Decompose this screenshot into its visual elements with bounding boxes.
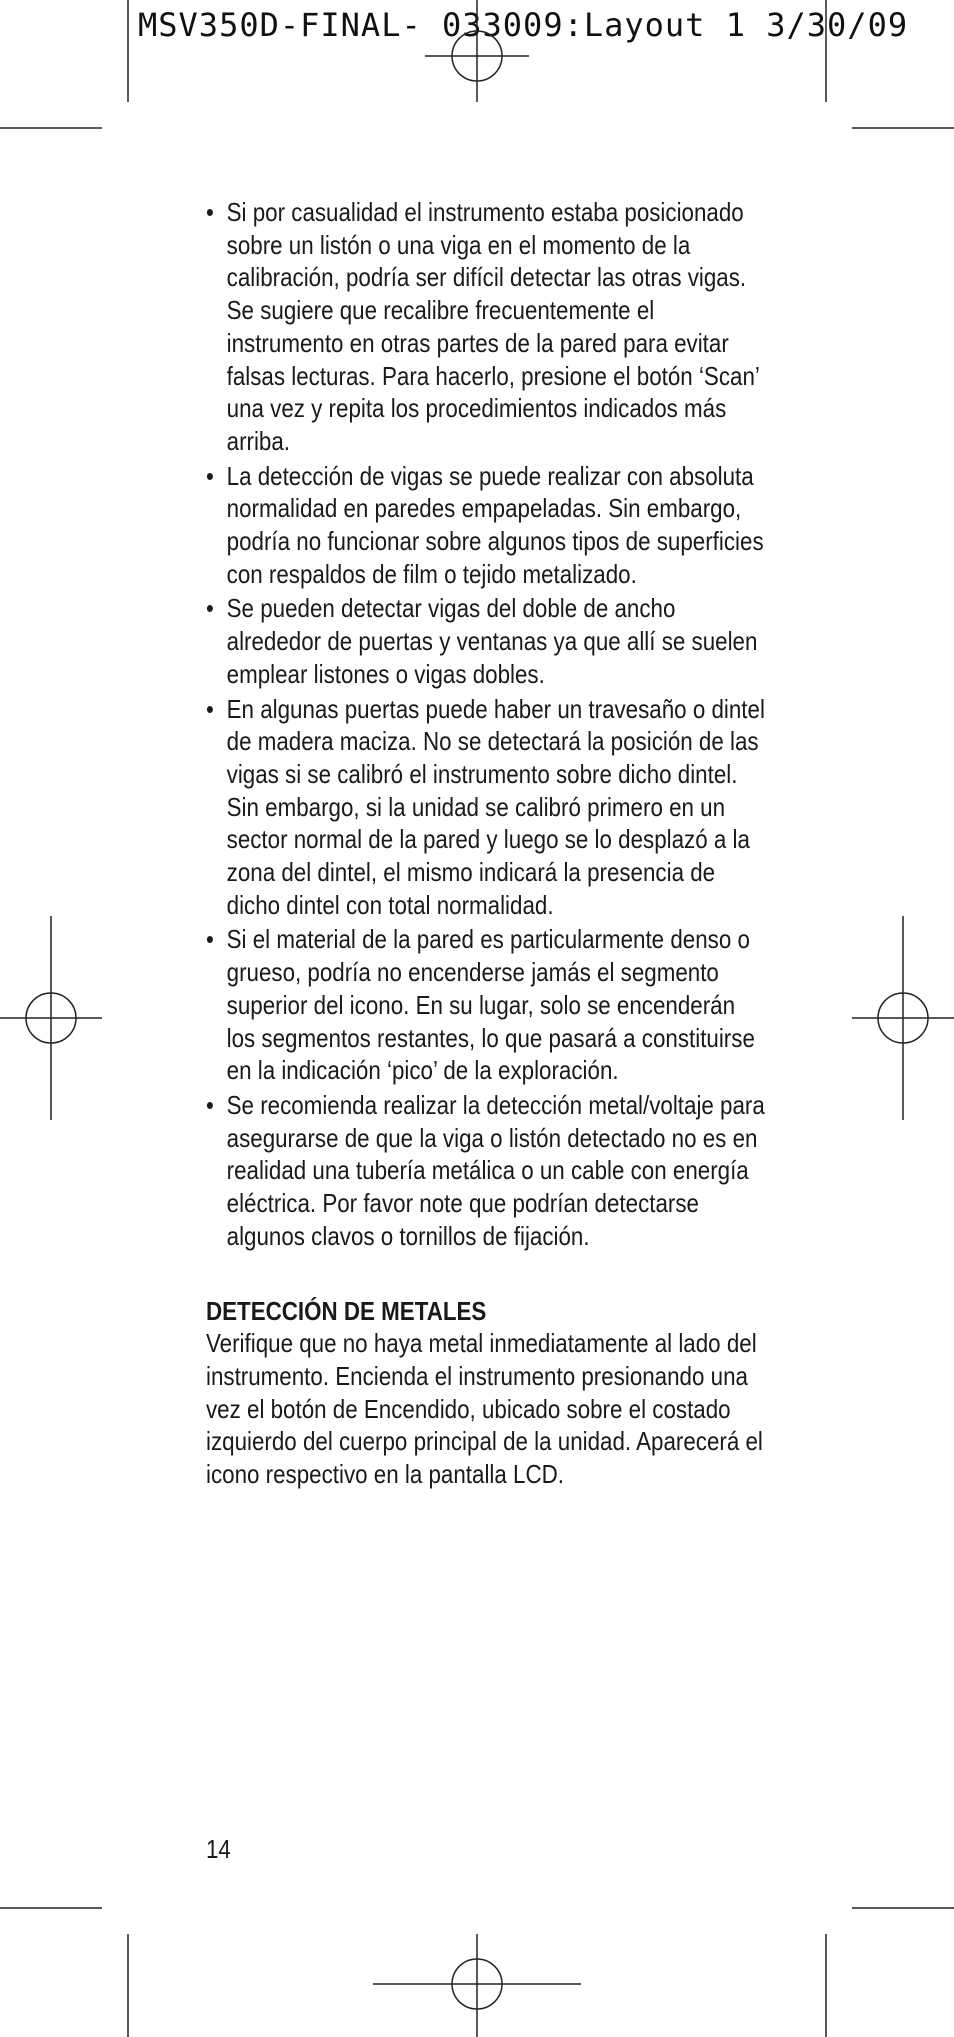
list-item [206,1089,765,1253]
list-item [206,460,765,591]
list-item [206,196,765,458]
section-body: Verifique que no haya metal inmediatamente al lado del instrumento. Encienda el instrumento presionando una vez el botón de Encendido, ubicado sobre el costado izquierdo del cuerpo principal de la unidad. Aparecerá el icono respectivo en la pantalla LCD. [206,1328,763,1490]
bullet-list [206,196,765,1253]
bullet-glyph: • [206,460,214,491]
crosshair-circle-icon [0,916,102,1120]
list-item-text: Se pueden detectar vigas del doble de ancho alrededor de puertas y ventanas ya que allí se suelen emplear listones o vigas dobles. [226,593,758,689]
list-item [206,923,765,1087]
bullet-glyph: • [206,593,214,624]
bullet-glyph: • [206,197,214,227]
bullet-glyph: • [206,693,214,724]
crosshair-circle-icon [852,916,954,1120]
list-item-text: La detección de vigas se puede realizar con absoluta normalidad en paredes empapeladas. Sin embargo, podría no funcionar sobre algunos tipos de superficies con respaldos de film o tejido metalizado. [226,460,764,589]
bullet-glyph: • [206,1089,214,1120]
print-slug: MSV350D-FINAL- 033009:Layout 1 3/30/09 [138,6,909,44]
page-content [206,196,765,1491]
list-item-text: Si el material de la pared es particularmente denso o grueso, podría no encenderse jamás el segmento superior del icono. En su lugar, solo se encenderán los segmentos restantes, lo que pasará a constituirse en la indicación ‘pico’ de la exploración. [226,924,755,1086]
crosshair-circle-icon [373,1934,581,2037]
list-item-text: En algunas puertas puede haber un travesaño o dintel de madera maciza. No se detectará la posición de las vigas si se calibró el instrumento sobre dicho dintel. Sin embargo, si la unidad se calibró primero en un sector normal de la pared y luego se lo desplazó a la zona del dintel, el mismo indicará la presencia de dicho dintel con total normalidad. [226,693,765,920]
page-number: 14 [206,1834,231,1864]
section-heading: DETECCIÓN DE METALES [206,1295,487,1326]
list-item-text: Si por casualidad el instrumento estaba posicionado sobre un listón o una viga en el momento de la calibración, podría ser difícil detectar las otras vigas. Se sugiere que recalibre frecuentemente el instrumento en otras partes de la pared para evitar falsas lecturas. Para hacerlo, presione el botón ‘Scan’ una vez y repita los procedimientos indicados más arriba. [226,197,760,456]
list-item [206,592,765,690]
list-item-text: Se recomienda realizar la detección metal/voltaje para asegurarse de que la viga o listón detectado no es en realidad una tubería metálica o un cable con energía eléctrica. Por favor note que podrían detectarse algunos clavos o tornillos de fijación. [226,1089,765,1251]
list-item [206,693,765,922]
bullet-glyph: • [206,924,214,955]
